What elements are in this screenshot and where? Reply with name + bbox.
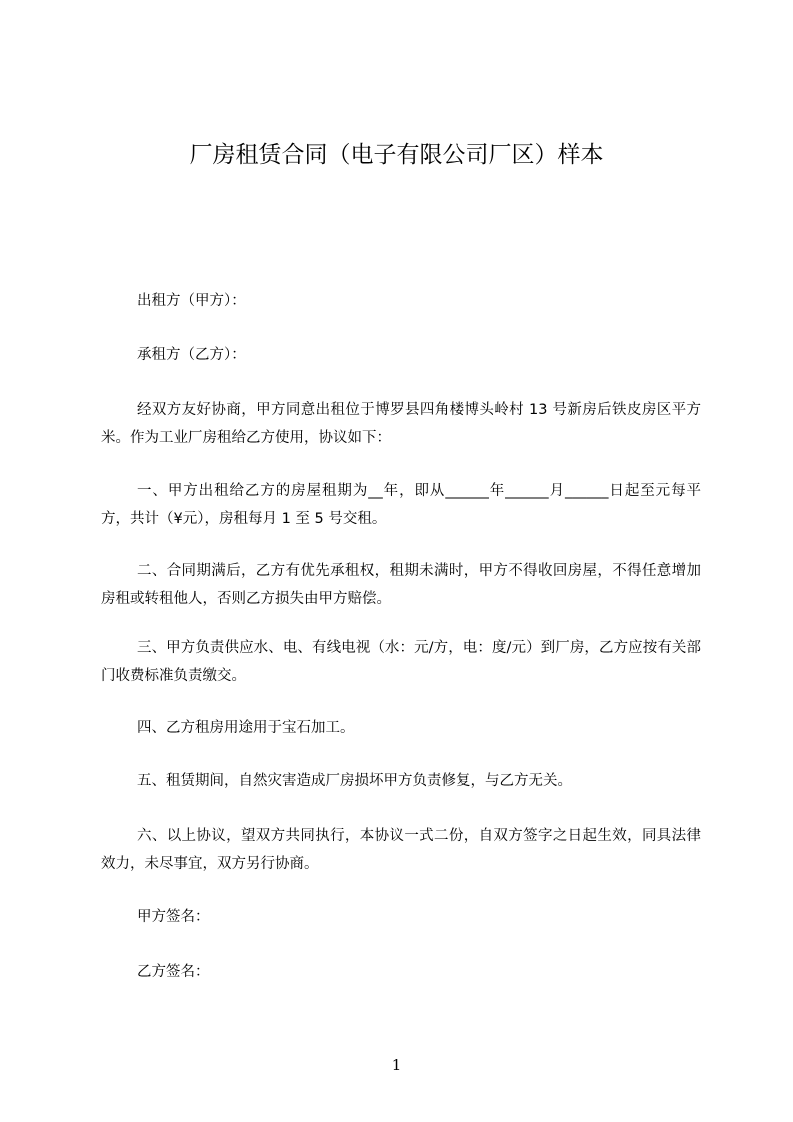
- clause-1: 一、甲方出租给乙方的房屋租期为__年，即从______年______月______日起至元每平方，共计（¥元），房租每月 1 至 5 号交租。: [101, 483, 701, 527]
- clause-2: 二、合同期满后，乙方有优先承租权，租期未满时，甲方不得收回房屋，不得任意增加房租或转租他人，否则乙方损失由甲方赔偿。: [101, 563, 701, 607]
- intro-paragraph: 经双方友好协商，甲方同意出租位于博罗县四角楼博头岭村 13 号新房后铁皮房区平方米。作为工业厂房租给乙方使用，协议如下：: [101, 402, 701, 446]
- clause-3: 三、甲方负责供应水、电、有线电视（水：元/方，电：度/元）到厂房，乙方应按有关部门收费标准负责缴交。: [101, 640, 701, 684]
- lessor-line: 出租方（甲方）：: [137, 293, 246, 309]
- clause-5: 五、租赁期间，自然灾害造成厂房损坏甲方负责修复，与乙方无关。: [137, 773, 572, 789]
- clause-6: 六、以上协议，望双方共同执行，本协议一式二份，自双方签字之日起生效，同具法律效力，未尽事宜，双方另行协商。: [101, 828, 701, 872]
- signature-party-b: 乙方签名：: [137, 964, 210, 980]
- signature-party-a: 甲方签名：: [137, 909, 210, 925]
- page-number: 1: [391, 1056, 402, 1074]
- page-title: 厂房租赁合同（电子有限公司厂区）样本: [189, 142, 604, 168]
- lessee-line: 承租方（乙方）：: [137, 347, 246, 363]
- clause-4: 四、乙方租房用途用于宝石加工。: [137, 720, 355, 736]
